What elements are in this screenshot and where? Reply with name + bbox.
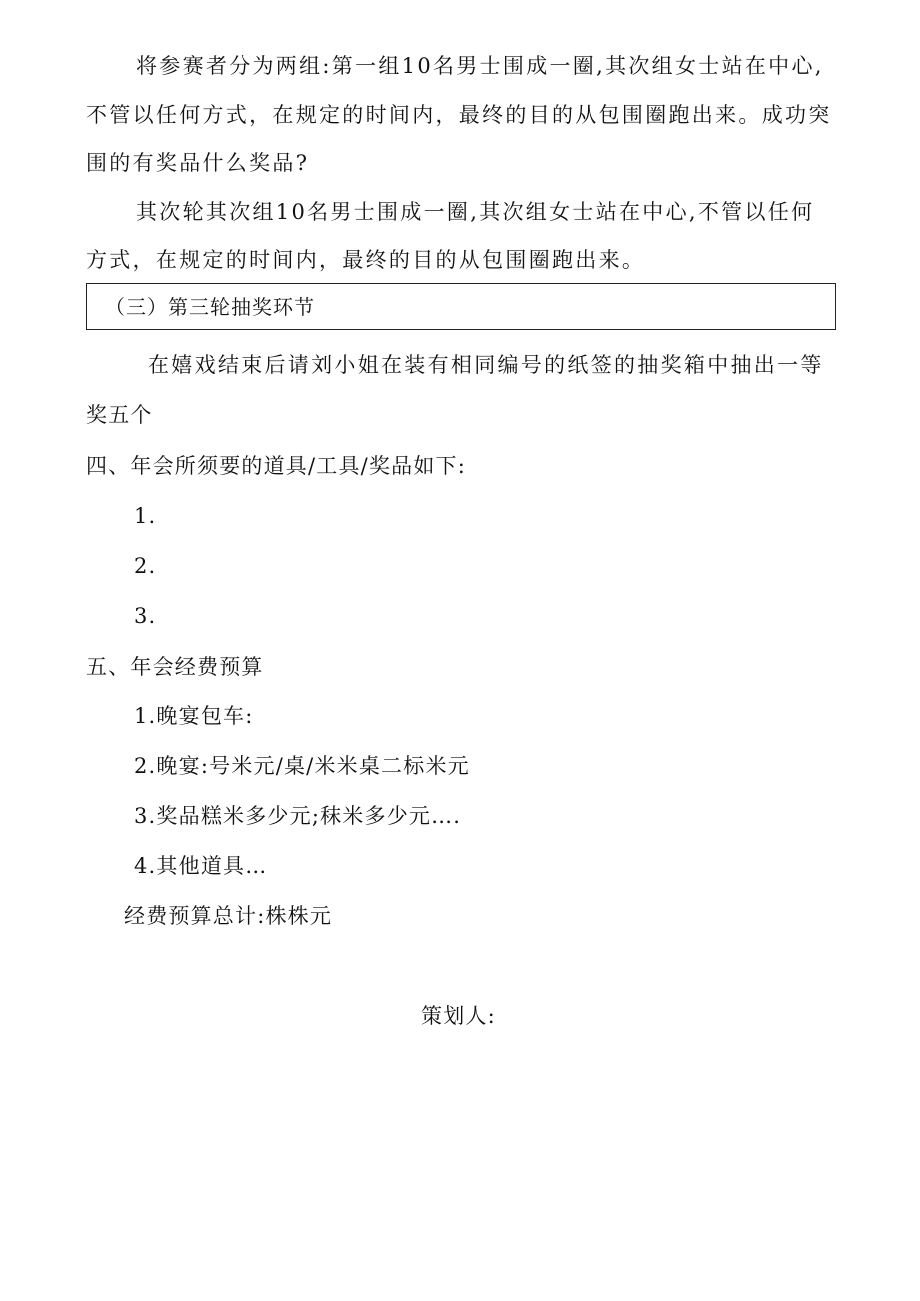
section-5-item-3: 3.奖品糕米多少元;秣米多少元…. (134, 804, 462, 828)
section-5-item-2: 2.晚宴:号米元/桌/米米桌二标米元 (134, 754, 470, 778)
section-5-heading: 五、年会经费预算 (86, 655, 264, 679)
section-3-heading-box (86, 283, 836, 330)
paragraph-1-line-2: 不管以任何方式，在规定的时间内，最终的目的从包围圈跑出来。成功突 (86, 103, 832, 127)
paragraph-3-line-1: 在嬉戏结束后请刘小姐在装有相同编号的纸签的抽奖箱中抽出一等 (148, 353, 824, 377)
section-4-item-2: 2. (134, 554, 157, 578)
section-4-item-1: 1. (134, 504, 157, 528)
paragraph-3-line-2: 奖五个 (86, 403, 153, 427)
section-3-heading: （三）第三轮抽奖环节 (105, 295, 315, 319)
section-5-item-1: 1.晚宴包车: (134, 704, 254, 728)
budget-total: 经费预算总计:株株元 (124, 904, 333, 928)
paragraph-2-line-1: 其次轮其次组10名男士围成一圈,其次组女士站在中心,不管以任何 (136, 200, 815, 224)
section-4-item-3: 3. (134, 604, 157, 628)
paragraph-1-line-1: 将参赛者分为两组:第一组10名男士围成一圈,其次组女士站在中心, (136, 54, 824, 78)
paragraph-1-line-3: 围的有奖品什么奖品? (86, 151, 310, 175)
planner-label: 策划人: (421, 1004, 496, 1028)
section-5-item-4: 4.其他道具… (134, 854, 268, 878)
paragraph-2-line-2: 方式，在规定的时间内，最终的目的从包围圈跑出来。 (86, 248, 646, 272)
section-4-heading: 四、年会所须要的道具/工具/奖品如下: (86, 454, 467, 478)
